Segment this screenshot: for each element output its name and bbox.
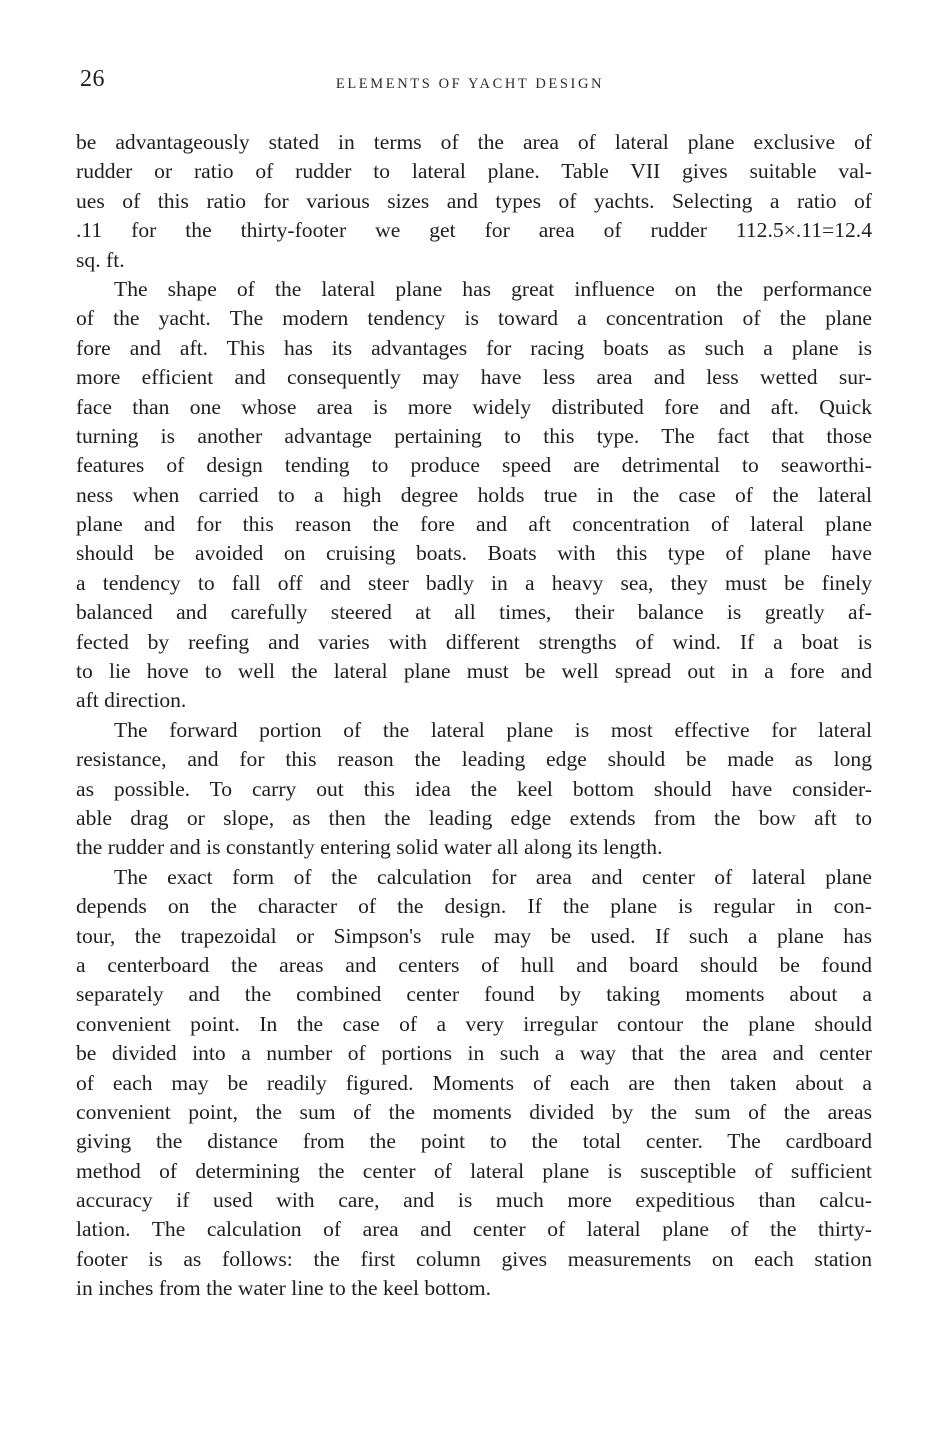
text-line: should be avoided on cruising boats. Boats with this type of plane have	[76, 541, 872, 566]
text-line: a centerboard the areas and centers of hull and board should be found	[76, 952, 872, 977]
text-line: more efficient and consequently may have less area and less wetted sur-	[76, 365, 872, 390]
text-line: features of design tending to produce speed are detrimental to seaworthi-	[76, 453, 872, 478]
text-line: The forward portion of the lateral plane is most effective for lateral	[114, 717, 872, 742]
text-line: tour, the trapezoidal or Simpson's rule may be used. If such a plane has	[76, 923, 872, 948]
text-line: lation. The calculation of area and center of lateral plane of the thirty-	[76, 1217, 872, 1242]
text-line: ues of this ratio for various sizes and types of yachts. Selecting a ratio of	[76, 188, 872, 213]
text-line: plane and for this reason the fore and aft concentration of lateral plane	[76, 512, 872, 537]
text-line: of each may be readily figured. Moments of each are then taken about a	[76, 1070, 872, 1095]
text-line: ness when carried to a high degree holds true in the case of the lateral	[76, 482, 872, 507]
text-line: convenient point, the sum of the moments divided by the sum of the areas	[76, 1099, 872, 1124]
text-line: giving the distance from the point to the total center. The cardboard	[76, 1129, 872, 1154]
text-line: separately and the combined center found by taking moments about a	[76, 982, 872, 1007]
text-line: as possible. To carry out this idea the keel bottom should have consider-	[76, 776, 872, 801]
body-text	[76, 128, 872, 1304]
paragraph-forward-portion	[76, 716, 872, 863]
text-line: accuracy if used with care, and is much more expeditious than calcu-	[76, 1188, 872, 1213]
text-line: The exact form of the calculation for area and center of lateral plane	[114, 864, 872, 889]
text-line: aft direction.	[76, 688, 187, 713]
text-line: resistance, and for this reason the leading edge should be made as long	[76, 747, 872, 772]
text-line: the rudder and is constantly entering solid water all along its length.	[76, 835, 663, 860]
running-header-title: ELEMENTS OF YACHT DESIGN	[335, 76, 605, 92]
text-line: fore and aft. This has its advantages for racing boats as such a plane is	[76, 335, 872, 360]
text-line: method of determining the center of lateral plane is susceptible of sufficient	[76, 1158, 872, 1183]
text-line: a tendency to fall off and steer badly in a heavy sea, they must be finely	[76, 570, 872, 595]
text-line: balanced and carefully steered at all times, their balance is greatly af-	[76, 600, 872, 625]
text-line: be divided into a number of portions in such a way that the area and center	[76, 1041, 872, 1066]
text-line: .11 for the thirty-footer we get for area of rudder 112.5×.11=12.4	[76, 218, 872, 243]
text-line: able drag or slope, as then the leading edge extends from the bow aft to	[76, 805, 872, 830]
text-line: turning is another advantage pertaining to this type. The fact that those	[76, 423, 872, 448]
text-line: be advantageously stated in terms of the area of lateral plane exclusive of	[76, 130, 872, 154]
text-line: depends on the character of the design. If the plane is regular in con-	[76, 894, 872, 919]
text-line: convenient point. In the case of a very irregular contour the plane should	[76, 1011, 872, 1036]
text-line: sq. ft.	[76, 247, 125, 272]
paragraph-calculation-form	[76, 863, 872, 1304]
page-number: 26	[80, 66, 105, 92]
text-line: face than one whose area is more widely distributed fore and aft. Quick	[76, 394, 872, 419]
text-line: The shape of the lateral plane has great influence on the performance	[114, 276, 872, 301]
paragraph-lateral-plane-shape	[76, 275, 872, 716]
text-line: to lie hove to well the lateral plane must be well spread out in a fore and	[76, 659, 872, 684]
text-line: rudder or ratio of rudder to lateral plane. Table VII gives suitable val-	[76, 159, 872, 184]
paragraph-rudder-ratio	[76, 128, 872, 275]
text-line: footer is as follows: the first column gives measurements on each station	[76, 1246, 872, 1271]
text-line: in inches from the water line to the keel bottom.	[76, 1276, 491, 1301]
text-line: fected by reefing and varies with different strengths of wind. If a boat is	[76, 629, 872, 654]
text-line: of the yacht. The modern tendency is toward a concentration of the plane	[76, 306, 872, 331]
